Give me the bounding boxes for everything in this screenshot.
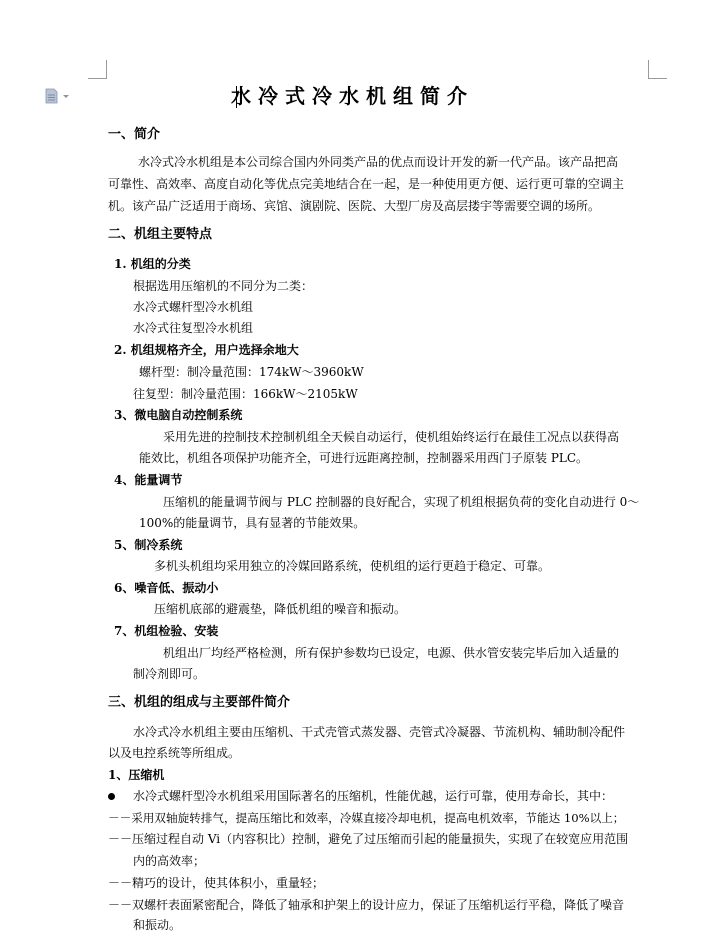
section-1-heading: 一、简介 [108, 127, 161, 142]
dash-line: －－压缩过程自动 Vi（内容积比）控制，避免了过压缩而引起的能量损失，实现了在较宽应用范围 [108, 832, 629, 846]
bullet-line: 水冷式螺杆型冷水机组采用国际著名的压缩机，性能优越，运行可靠，使用寿命长，其中： [133, 789, 614, 803]
item-line: 螺杆型：制冷量范围：174kW～3960kW [139, 365, 364, 379]
subsection-heading: 1、压缩机 [108, 768, 165, 782]
dash-line: －－采用双轴旋转排气，提高压缩比和效率，冷媒直接冷却电机，提高电机效率，节能达 10%以上； [108, 811, 625, 825]
paragraph-line: 以及电控系统等所组成。 [108, 746, 241, 760]
item-line: 采用先进的控制技术控制机组全天候自动运行，使机组始终运行在最佳工况点以获得高 [163, 430, 620, 444]
item-line: 水冷式往复型冷水机组 [133, 321, 254, 335]
page-title: 水冷式冷水机组简介 [231, 84, 474, 108]
item-line: 100%的能量调节，具有显著的节能效果。 [139, 516, 366, 530]
item-6-title: 6、噪音低、振动小 [114, 581, 219, 595]
paragraph-line: 可靠性、高效率、高度自动化等优点完美地结合在一起，是一种使用更方便、运行更可靠的空调主 [108, 177, 625, 191]
dash-line: 和振动。 [133, 918, 182, 932]
paragraph-line: 水冷式冷水机组是本公司综合国内外同类产品的优点而设计开发的新一代产品。该产品把高 [138, 155, 619, 169]
item-line: 能效比，机组各项保护功能齐全，可进行远距离控制，控制器采用西门子原装 PLC。 [139, 451, 589, 465]
section-2-heading: 二、机组主要特点 [108, 227, 213, 242]
item-line: 往复型：制冷量范围：166kW～2105kW [133, 387, 358, 401]
item-line: 压缩机底部的避震垫，降低机组的噪音和振动。 [154, 602, 407, 616]
bullet-icon [108, 793, 115, 800]
item-3-title: 3、微电脑自动控制系统 [114, 408, 243, 422]
item-line: 根据选用压缩机的不同分为二类： [133, 279, 314, 293]
item-1-title: 1. 机组的分类 [114, 257, 191, 271]
dash-line: 内的高效率； [133, 854, 206, 868]
item-line: 多机头机组均采用独立的冷媒回路系统，使机组的运行更趋于稳定、可靠。 [154, 559, 551, 573]
item-line: 制冷剂即可。 [133, 667, 206, 681]
item-2-title: 2. 机组规格齐全，用户选择余地大 [114, 343, 299, 357]
crop-mark-top-left [88, 60, 107, 79]
crop-mark-top-right [648, 60, 667, 79]
section-3-heading: 三、机组的组成与主要部件简介 [108, 695, 291, 710]
item-line: 水冷式螺杆型冷水机组 [133, 300, 254, 314]
item-5-title: 5、制冷系统 [114, 538, 183, 552]
paragraph-line: 机。该产品广泛适用于商场、宾馆、演剧院、医院、大型厂房及高层搂宇等需要空调的场所。 [108, 199, 601, 213]
dash-line: －－双螺杆表面紧密配合，降低了轴承和护架上的设计应力，保证了压缩机运行平稳，降低了噪音 [108, 898, 625, 912]
item-7-title: 7、机组检验、安装 [114, 624, 219, 638]
item-line: 机组出厂均经严格检测，所有保护参数均已设定，电源、供水管安装完毕后加入适量的 [163, 646, 620, 660]
paragraph-line: 水冷式冷水机组主要由压缩机、干式壳管式蒸发器、壳管式冷凝器、节流机构、辅助制冷配件 [133, 725, 626, 739]
dash-line: －－精巧的设计，使其体积小，重量轻； [108, 876, 325, 890]
item-line: 压缩机的能量调节阀与 PLC 控制器的良好配合，实现了机组根据负荷的变化自动进行 0～ [163, 495, 640, 509]
item-4-title: 4、能量调节 [114, 473, 183, 487]
